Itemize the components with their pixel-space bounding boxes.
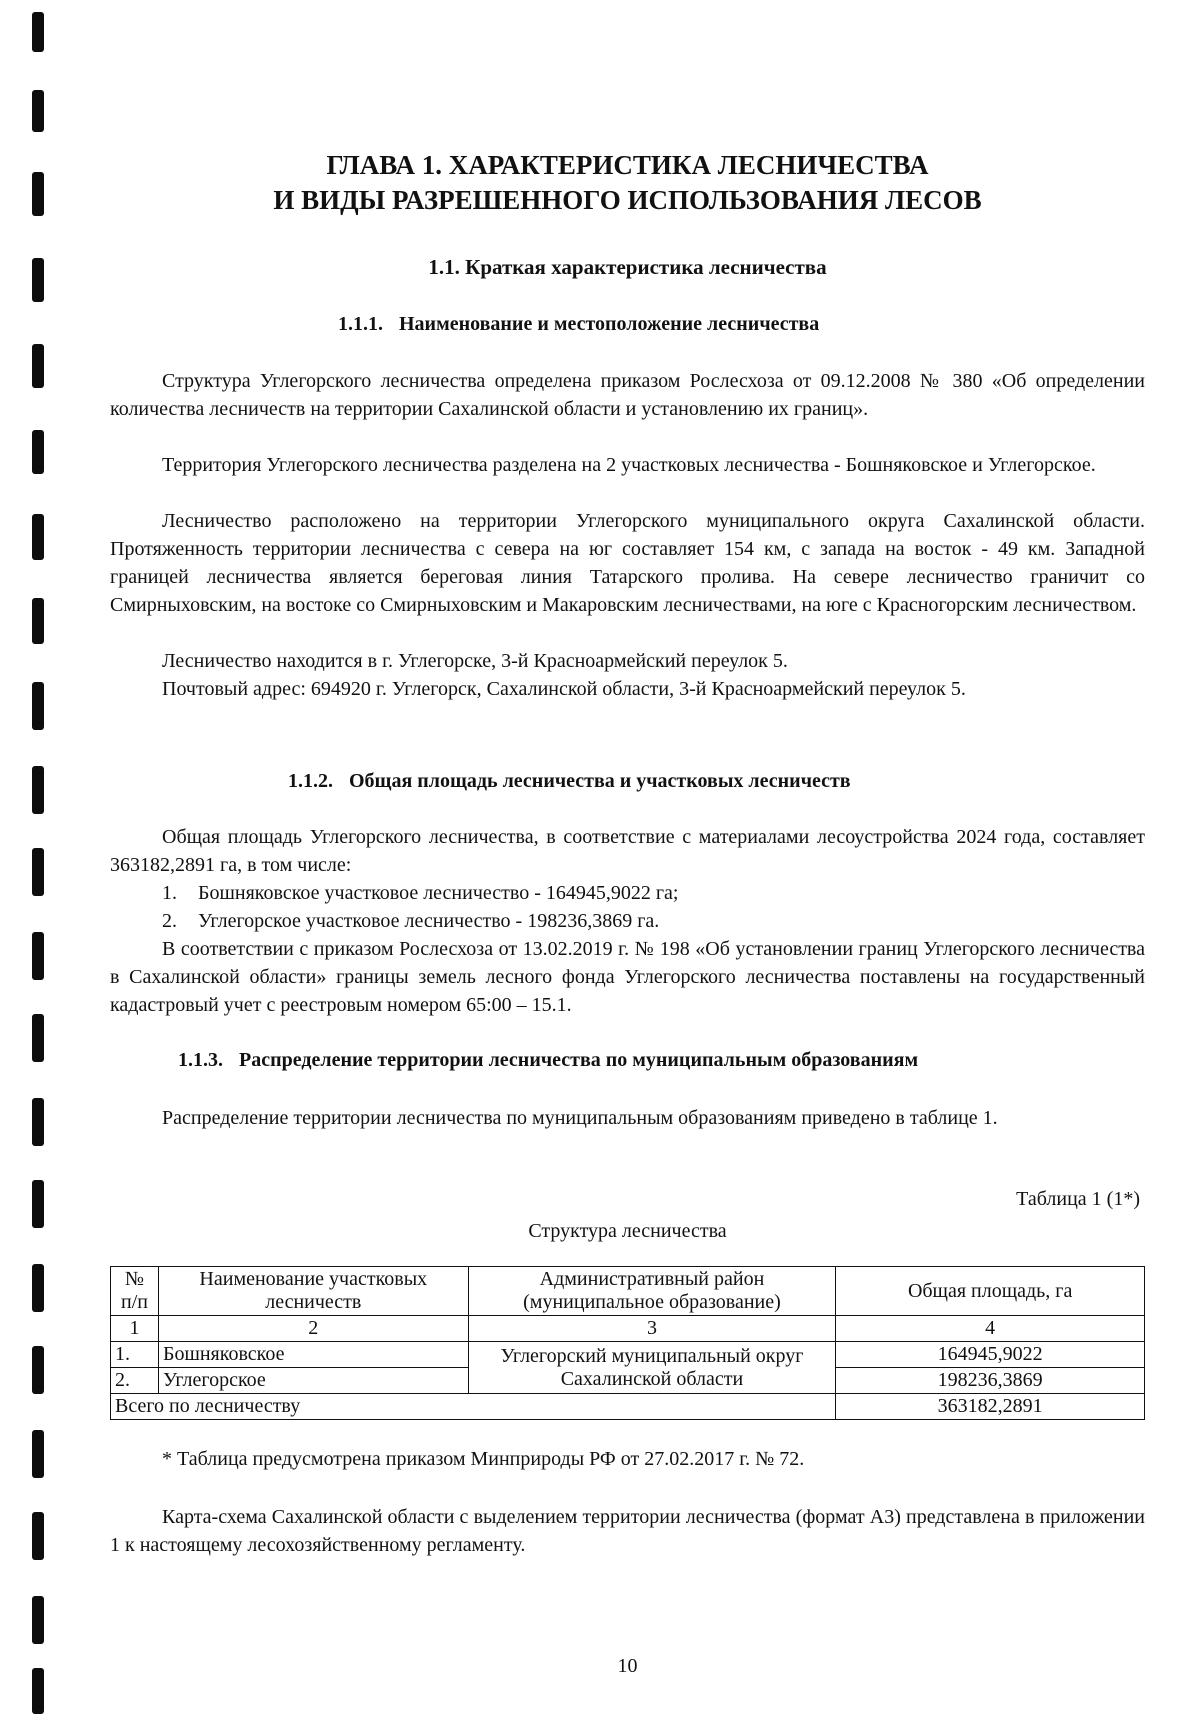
- section-1-1-2-heading: [288, 770, 851, 793]
- district-cell: Углегорский муниципальный округ Сахалинской области: [468, 1342, 836, 1394]
- binding-hole: [32, 1430, 44, 1478]
- row-number: 2.: [111, 1368, 159, 1394]
- binding-hole: [32, 12, 44, 52]
- paragraph: Карта-схема Сахалинской области с выделением территории лесничества (формат А3) представлена в приложении 1 к настоящему лесохозяйственному регламенту.: [110, 1506, 1145, 1556]
- paragraph: Общая площадь Углегорского лесничества, в соответствие с материалами лесоустройства 2024 года, составляет 363182,2891 га, в том числе:: [110, 826, 1145, 876]
- table-total-row: [111, 1394, 1145, 1420]
- binding-hole: [32, 682, 44, 730]
- table-footnote: * Таблица предусмотрена приказом Минприроды РФ от 27.02.2017 г. № 72.: [162, 1448, 805, 1470]
- header-cell: № п/п: [111, 1267, 159, 1316]
- binding-hole: [32, 1596, 44, 1644]
- table-row: [111, 1342, 1145, 1368]
- chapter-title: [110, 148, 1145, 218]
- paragraph: Территория Углегорского лесничества разделена на 2 участковых лесничества - Бошняковское и Углегорское.: [162, 454, 1096, 476]
- section-title: Наименование и местоположение лесничества: [399, 313, 820, 335]
- binding-holes: [30, 0, 48, 1714]
- paragraph: Почтовый адрес: 694920 г. Углегорск, Сахалинской области, 3-й Красноармейский переулок 5.: [162, 678, 966, 700]
- paragraph: Лесничество находится в г. Углегорске, 3-й Красноармейский переулок 5.: [162, 650, 788, 672]
- binding-hole: [32, 1668, 44, 1714]
- column-number: 4: [836, 1316, 1145, 1342]
- binding-hole: [32, 1098, 44, 1146]
- chapter-title-line-1: ГЛАВА 1. ХАРАКТЕРИСТИКА ЛЕСНИЧЕСТВА: [326, 150, 929, 180]
- list-item-number: 1.: [162, 882, 177, 904]
- paragraph: Распределение территории лесничества по муниципальным образованиям приведено в таблице 1.: [162, 1107, 998, 1129]
- binding-hole: [32, 430, 44, 474]
- section-number: 1.1.3.: [178, 1049, 223, 1071]
- page-number: 10: [617, 1655, 638, 1677]
- binding-hole: [32, 598, 44, 644]
- binding-hole: [32, 90, 44, 132]
- area-cell: 198236,3869: [836, 1368, 1145, 1394]
- column-number: 1: [111, 1316, 159, 1342]
- column-number: 3: [468, 1316, 836, 1342]
- row-number: 1.: [111, 1342, 159, 1368]
- paragraph: Структура Углегорского лесничества определена приказом Рослесхоза от 09.12.2008 № 380 «Об определении количества лесничеств на территории Сахалинской области и установлению их границ».: [110, 370, 1145, 420]
- binding-hole: [32, 258, 44, 302]
- list-item-text: Бошняковское участковое лесничество - 164945,9022 га;: [198, 882, 679, 904]
- structure-table: [110, 1266, 1145, 1420]
- section-1-1-heading: 1.1. Краткая характеристика лесничества: [428, 255, 827, 279]
- section-number: 1.1.1.: [338, 313, 383, 335]
- list-item-text: Углегорское участковое лесничество - 198236,3869 га.: [198, 910, 660, 932]
- binding-hole: [32, 848, 44, 896]
- column-number: 2: [158, 1316, 468, 1342]
- binding-hole: [32, 344, 44, 388]
- binding-hole: [32, 1180, 44, 1228]
- paragraph: В соответствии с приказом Рослесхоза от 13.02.2019 г. № 198 «Об установлении границ Углегорского лесничества в Сахалинской области» границы земель лесного фонда Углегорского лесничества поставлены на государственный кадастровый учет с реестровым номером 65:00 – 15.1.: [110, 938, 1145, 1016]
- binding-hole: [32, 172, 44, 216]
- header-cell: Общая площадь, га: [836, 1267, 1145, 1316]
- list-item: [162, 879, 679, 907]
- chapter-title-line-2: И ВИДЫ РАЗРЕШЕННОГО ИСПОЛЬЗОВАНИЯ ЛЕСОВ: [273, 185, 982, 215]
- section-number: 1.1.2.: [288, 770, 333, 792]
- header-cell: Административный район (муниципальное образование): [468, 1267, 836, 1316]
- table-header-row: [111, 1267, 1145, 1316]
- binding-hole: [32, 1346, 44, 1394]
- table-caption: Структура лесничества: [528, 1220, 727, 1242]
- binding-hole: [32, 932, 44, 980]
- paragraph: Лесничество расположено на территории Углегорского муниципального округа Сахалинской области. Протяженность территории лесничества с севера на юг составляет 154 км, с запада на восток - 49 км. Западной границей лесничества является береговая линия Татарского пролива. На севере лесничество граничит со Смирныховским, на востоке со Смирныховским и Макаровским лесничествами, на юге с Красногорским лесничеством.: [110, 510, 1145, 616]
- list-item: [162, 907, 659, 935]
- list-item-number: 2.: [162, 910, 177, 932]
- area-cell: 164945,9022: [836, 1342, 1145, 1368]
- binding-hole: [32, 1512, 44, 1560]
- section-title: Распределение территории лесничества по муниципальным образованиям: [239, 1049, 919, 1071]
- section-title: Общая площадь лесничества и участковых лесничеств: [349, 770, 851, 792]
- total-area: 363182,2891: [836, 1394, 1145, 1420]
- binding-hole: [32, 1014, 44, 1062]
- section-1-1-3-heading: [178, 1049, 918, 1072]
- binding-hole: [32, 514, 44, 560]
- header-cell: Наименование участковых лесничеств: [158, 1267, 468, 1316]
- forestry-name: Углегорское: [158, 1368, 468, 1394]
- forestry-name: Бошняковское: [158, 1342, 468, 1368]
- column-number-row: [111, 1316, 1145, 1342]
- table-number: Таблица 1 (1*): [1016, 1188, 1140, 1210]
- binding-hole: [32, 766, 44, 814]
- section-1-1-1-heading: [338, 313, 819, 336]
- binding-hole: [32, 1264, 44, 1312]
- total-label: Всего по лесничеству: [111, 1394, 836, 1420]
